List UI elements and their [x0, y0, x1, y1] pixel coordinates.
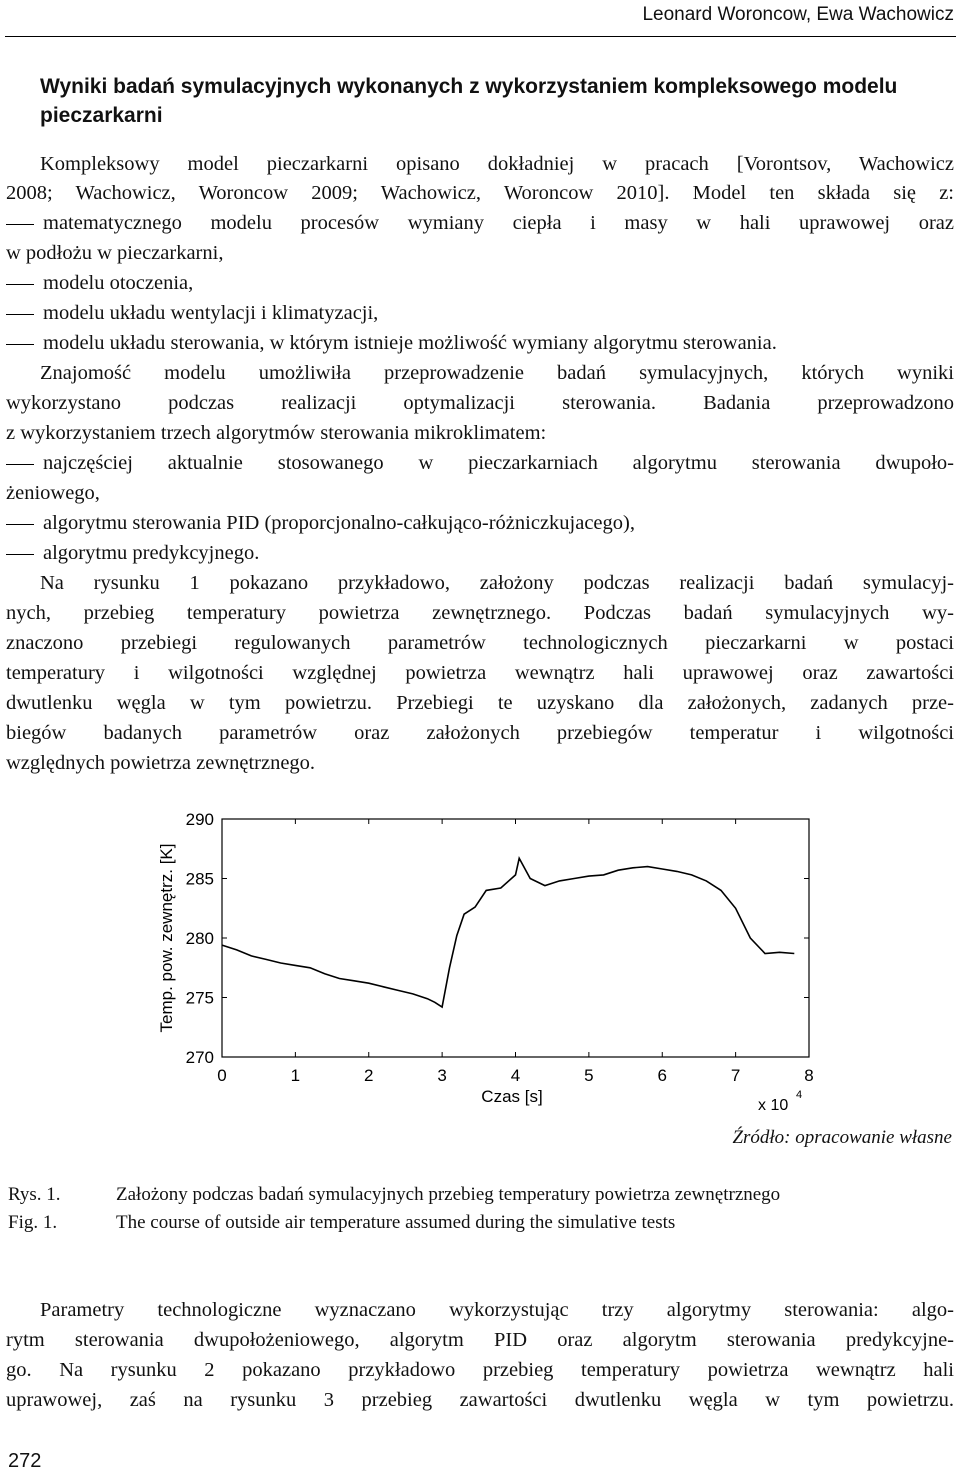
caption-pl-label: Rys. 1.: [8, 1184, 61, 1205]
list-item: algorytmu sterowania PID (proporcjonalno-całkująco-różniczkujacego),: [43, 512, 635, 534]
x-tick-label: 5: [584, 1066, 594, 1085]
y-axis-label: Temp. pow. zewnętrz. [K]: [157, 843, 176, 1033]
x-tick-label: 4: [510, 1066, 521, 1085]
x-tick-label: 7: [730, 1066, 741, 1085]
x-multiplier: x 10: [758, 1097, 789, 1114]
list-item-continuation: żeniowego,: [6, 482, 100, 504]
body-line: nych, przebieg temperatury powietrza zewnętrznego. Podczas badań symulacyjnych wy-: [6, 602, 954, 624]
list-item: matematycznego modelu procesów wymiany ciepła i masy w hali uprawowej oraz: [43, 212, 954, 234]
body-line: Na rysunku 1 pokazano przykładowo, założony podczas realizacji badań symulacyj-: [40, 572, 954, 594]
body-line: uprawowej, zaś na rysunku 3 przebieg zawartości dwutlenku węgla w tym powietrzu.: [6, 1389, 954, 1411]
section-heading: Wyniki badań symulacyjnych wykonanych z wykorzystaniem kompleksowego modelu pieczarkarni: [40, 75, 898, 127]
running-header: Leonard Woroncow, Ewa Wachowicz: [642, 4, 954, 25]
x-tick-label: 3: [437, 1066, 447, 1085]
y-tick-label: 285: [185, 869, 214, 889]
body-line: biegów badanych parametrów oraz założonych przebiegów temperatur i wilgotności: [6, 722, 954, 744]
plot-frame: [222, 819, 809, 1057]
y-tick-label: 290: [185, 810, 214, 829]
list-dash: [6, 524, 34, 525]
y-tick-label: 270: [185, 1048, 214, 1067]
x-axis-label: Czas [s]: [481, 1087, 543, 1106]
x-tick-label: 2: [364, 1066, 374, 1085]
list-dash: [6, 464, 34, 465]
y-tick-label: 275: [185, 988, 214, 1008]
list-dash: [6, 224, 34, 225]
x-tick-label: 6: [657, 1066, 667, 1085]
temperature-chart: [150, 800, 820, 1120]
header-rule: [5, 36, 956, 37]
x-multiplier-exponent: 4: [796, 1089, 803, 1101]
body-line: temperatury i wilgotności względnej powietrza wewnątrz hali uprawowej oraz zawartości: [6, 662, 954, 684]
body-line: względnych powietrza zewnętrznego.: [6, 752, 316, 774]
body-line: rytm sterowania dwupołożeniowego, algorytm PID oraz algorytm sterowania predykcyjne-: [6, 1329, 954, 1351]
y-tick-label: 280: [185, 929, 214, 948]
x-tick-label: 8: [804, 1066, 814, 1085]
x-tick-label: 0: [217, 1066, 227, 1085]
body-line: Parametry technologiczne wyznaczano wykorzystując trzy algorytmy sterowania: algo-: [40, 1299, 954, 1321]
list-item: modelu otoczenia,: [43, 272, 194, 294]
list-dash: [6, 284, 34, 285]
body-line: Znajomość modelu umożliwiła przeprowadzenie badań symulacyjnych, których wyniki: [40, 362, 954, 384]
caption-pl-text: Założony podczas badań symulacyjnych przebieg temperatury powietrza zewnętrznego: [116, 1184, 781, 1205]
list-dash: [6, 554, 34, 555]
list-dash: [6, 344, 34, 345]
list-item: najczęściej aktualnie stosowanego w pieczarkarniach algorytmu sterowania dwupoło-: [43, 452, 954, 474]
caption-en-label: Fig. 1.: [8, 1212, 58, 1233]
chart-svg: [150, 800, 820, 1120]
list-item-continuation: w podłożu w pieczarkarni,: [6, 242, 224, 264]
body-line: znaczono przebiegi regulowanych parametrów technologicznych pieczarkarni w postaci: [6, 632, 954, 654]
list-item: modelu układu sterowania, w którym istnieje możliwość wymiany algorytmu sterowania.: [43, 332, 777, 354]
body-line: Kompleksowy model pieczarkarni opisano dokładniej w pracach [Vorontsov, Wachowicz: [40, 153, 954, 175]
source-note: Źródło: opracowanie własne: [732, 1127, 952, 1148]
body-line: 2008; Wachowicz, Woroncow 2009; Wachowicz, Woroncow 2010]. Model ten składa się z:: [6, 182, 954, 204]
list-item: algorytmu predykcyjnego.: [43, 542, 260, 564]
x-tick-label: 1: [290, 1066, 301, 1085]
list-dash: [6, 314, 34, 315]
page-number: 272: [8, 1450, 42, 1472]
list-item: modelu układu wentylacji i klimatyzacji,: [43, 302, 379, 324]
body-line: z wykorzystaniem trzech algorytmów sterowania mikroklimatem:: [6, 422, 547, 444]
body-line: dwutlenku węgla w tym powietrzu. Przebiegi te uzyskano dla założonych, zadanych prze-: [6, 692, 954, 714]
body-line: go. Na rysunku 2 pokazano przykładowo przebieg temperatury powietrza wewnątrz hali: [6, 1359, 954, 1381]
caption-en-text: The course of outside air temperature assumed during the simulative tests: [116, 1212, 676, 1233]
body-line: wykorzystano podczas realizacji optymalizacji sterowania. Badania przeprowadzono: [6, 392, 954, 414]
